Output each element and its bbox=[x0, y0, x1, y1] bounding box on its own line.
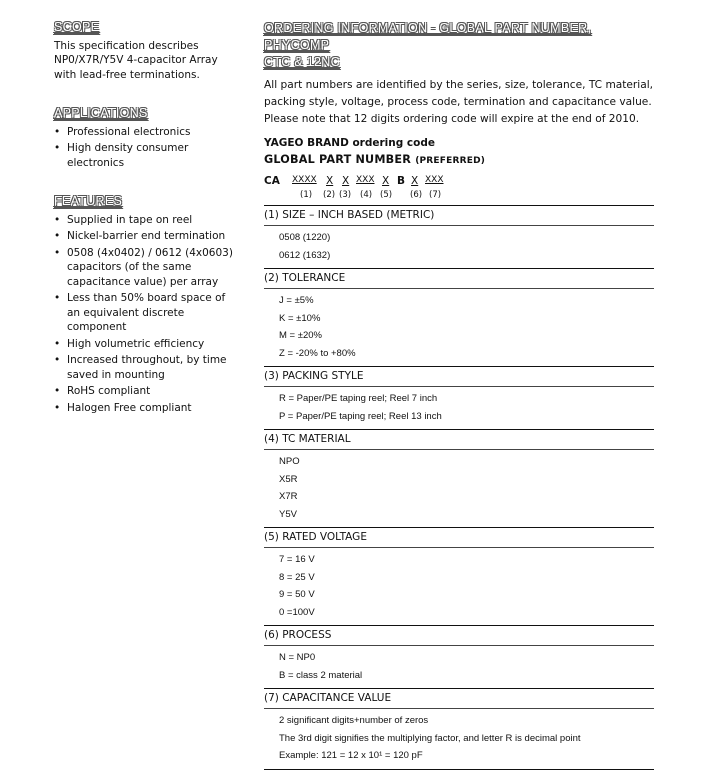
intro-paragraph: All part numbers are identified by the series, size, tolerance, TC material, packing style, voltage, process code, termination and capacitance value. bbox=[264, 79, 654, 108]
code-index: (2) bbox=[323, 190, 336, 200]
list-item: 0 =100V bbox=[279, 606, 315, 618]
code-field: XXX bbox=[356, 175, 375, 185]
code-field: X bbox=[382, 175, 390, 187]
gpn-main: GLOBAL PART NUMBER bbox=[264, 153, 412, 166]
list-item: • 0508 (4x0402) / 0612 (4x0603) capacitors (of the same capacitance value) per array bbox=[54, 246, 239, 290]
section-items bbox=[264, 646, 654, 688]
expiry-note: Please note that 12 digits ordering code will expire at the end of 2010. bbox=[264, 113, 640, 125]
list-item: J = ±5% bbox=[279, 295, 314, 306]
list-item: Z = -20% to +80% bbox=[279, 347, 356, 359]
list-item: 7 = 16 V bbox=[279, 554, 315, 565]
list-item: • Increased throughout, by time saved in mounting bbox=[54, 353, 239, 382]
list-item: • Professional electronics bbox=[54, 125, 239, 140]
list-item: N = NP0 bbox=[279, 652, 316, 663]
code-field: X bbox=[342, 175, 350, 187]
list-item: X5R bbox=[279, 473, 298, 485]
list-item: 9 = 50 V bbox=[279, 589, 315, 600]
list-item: 0508 (1220) bbox=[279, 232, 331, 243]
section-heading: (7) CAPACITANCE VALUE bbox=[264, 689, 654, 709]
list-item: X7R bbox=[279, 491, 298, 502]
list-item: Example: 121 = 12 x 10¹ = 120 pF bbox=[279, 750, 423, 761]
brand-code-heading: YAGEO BRAND ordering code bbox=[264, 137, 435, 149]
code-field: X bbox=[326, 175, 334, 187]
features-list bbox=[54, 213, 239, 416]
list-item: NPO bbox=[279, 456, 300, 467]
list-item: • High volumetric efficiency bbox=[54, 337, 239, 352]
code-prefix: CA bbox=[264, 175, 280, 187]
section-heading: (6) PROCESS bbox=[264, 626, 654, 646]
code-termination: B bbox=[397, 175, 406, 187]
list-item: The 3rd digit signifies the multiplying factor, and letter R is decimal point bbox=[279, 732, 581, 744]
code-field: XXXX bbox=[292, 175, 317, 185]
left-column bbox=[54, 20, 239, 439]
scope-heading: SCOPE bbox=[54, 20, 100, 34]
list-item: Y5V bbox=[279, 508, 297, 520]
features-section bbox=[54, 194, 239, 415]
list-item: B = class 2 material bbox=[279, 669, 363, 681]
section-heading: (3) PACKING STYLE bbox=[264, 367, 654, 387]
ordering-info-heading bbox=[264, 20, 654, 71]
ordering-title-line2: CTC & 12NC bbox=[264, 55, 340, 69]
code-index: (3) bbox=[339, 190, 352, 200]
list-item: • Less than 50% board space of an equivalent discrete component bbox=[54, 291, 239, 335]
list-item: • Nickel-barrier end termination bbox=[54, 229, 239, 244]
tolerance-section bbox=[264, 268, 654, 366]
intro-text bbox=[264, 77, 654, 128]
features-heading: FEATURES bbox=[54, 194, 123, 208]
list-item: • Halogen Free compliant bbox=[54, 401, 239, 416]
process-section bbox=[264, 625, 654, 688]
rated-voltage-section bbox=[264, 527, 654, 625]
list-item: • RoHS compliant bbox=[54, 384, 239, 399]
code-field: X bbox=[411, 175, 419, 187]
list-item: R = Paper/PE taping reel; Reel 7 inch bbox=[279, 393, 438, 404]
code-index: (4) bbox=[360, 190, 373, 200]
section-items bbox=[264, 387, 654, 429]
section-heading: (1) SIZE – INCH BASED (METRIC) bbox=[264, 206, 654, 226]
section-items bbox=[264, 450, 654, 527]
list-item: • Supplied in tape on reel bbox=[54, 213, 239, 228]
scope-text: This specification describes NP0/X7R/Y5V 4-capacitor Array with lead-free terminations. bbox=[54, 39, 218, 81]
section-heading: (5) RATED VOLTAGE bbox=[264, 528, 654, 548]
code-index: (7) bbox=[429, 190, 442, 200]
section-heading: (2) TOLERANCE bbox=[264, 269, 654, 289]
size-section bbox=[264, 205, 654, 268]
section-items bbox=[264, 709, 654, 770]
packing-style-section bbox=[264, 366, 654, 429]
list-item: K = ±10% bbox=[279, 312, 321, 324]
right-column bbox=[264, 20, 654, 770]
section-heading: (4) TC MATERIAL bbox=[264, 430, 654, 450]
applications-list bbox=[54, 125, 239, 171]
applications-section bbox=[54, 106, 239, 170]
gpn-suffix: (PREFERRED) bbox=[415, 156, 486, 166]
scope-section bbox=[54, 20, 239, 82]
code-field: XXX bbox=[425, 175, 444, 185]
gpn-heading bbox=[264, 153, 654, 166]
list-item: M = ±20% bbox=[279, 330, 322, 341]
section-items bbox=[264, 548, 654, 625]
code-index: (5) bbox=[380, 190, 393, 200]
part-number-code bbox=[264, 175, 654, 205]
ordering-title-line1: ORDERING INFORMATION - GLOBAL PART NUMBER, PHYCOMP bbox=[264, 21, 592, 52]
list-item: • High density consumer electronics bbox=[54, 141, 239, 170]
code-index: (1) bbox=[300, 190, 313, 200]
capacitance-value-section bbox=[264, 688, 654, 770]
applications-heading: APPLICATIONS bbox=[54, 106, 148, 120]
list-item: P = Paper/PE taping reel; Reel 13 inch bbox=[279, 410, 442, 422]
list-item: 8 = 25 V bbox=[279, 571, 315, 583]
list-item: 2 significant digits+number of zeros bbox=[279, 715, 429, 726]
section-items bbox=[264, 226, 654, 268]
list-item: 0612 (1632) bbox=[279, 249, 331, 261]
section-items bbox=[264, 289, 654, 366]
code-index: (6) bbox=[410, 190, 423, 200]
tc-material-section bbox=[264, 429, 654, 527]
